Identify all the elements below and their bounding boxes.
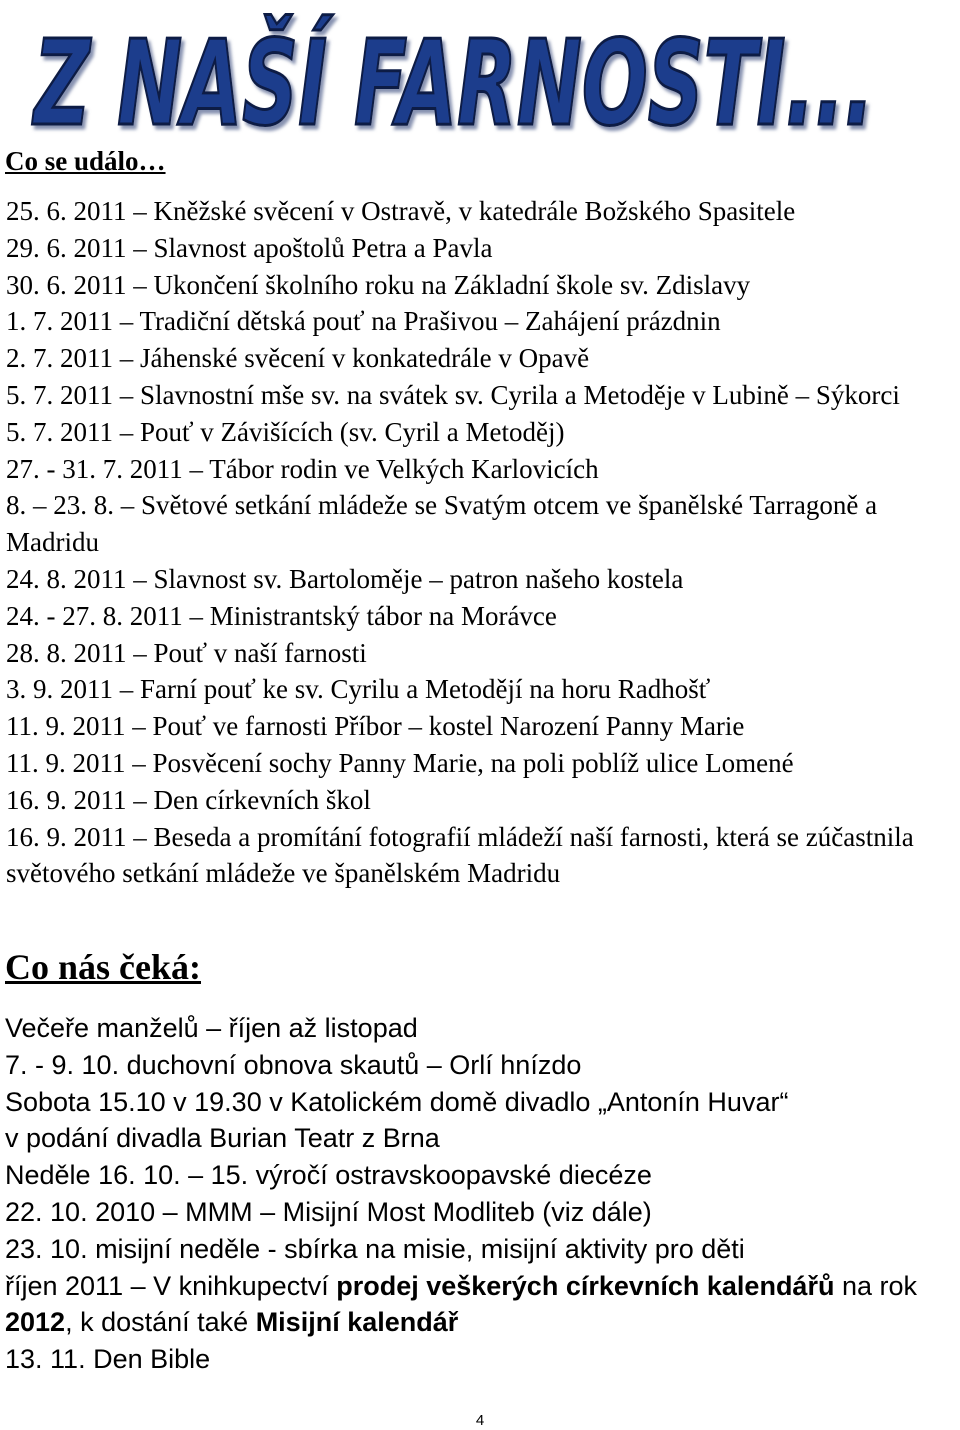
upcoming-events-list	[5, 1010, 955, 1378]
calendar-sale-bold: prodej veškerých církevních kalendářů	[336, 1270, 835, 1301]
calendar-sale-text: , k dostání také	[65, 1307, 256, 1338]
list-item: 1. 7. 2011 – Tradiční dětská pouť na Prašivou – Zahájení prázdnin	[6, 306, 721, 337]
list-item: 8. – 23. 8. – Světové setkání mládeže se Svatým otcem ve španělské Tarragoně a Madridu	[6, 490, 878, 558]
list-item: 11. 9. 2011 – Posvěcení sochy Panny Marie, na poli poblíž ulice Lomené	[6, 747, 794, 778]
list-item: 5. 7. 2011 – Pouť v Závišících (sv. Cyril a Metoděj)	[6, 416, 565, 447]
list-item: 28. 8. 2011 – Pouť v naší farnosti	[6, 637, 367, 668]
calendar-sale-text: na rok	[834, 1270, 917, 1301]
list-item: 29. 6. 2011 – Slavnost apoštolů Petra a Pavla	[6, 232, 493, 263]
list-item: 7. - 9. 10. duchovní obnova skautů – Orlí hnízdo	[5, 1049, 582, 1080]
list-item: 27. - 31. 7. 2011 – Tábor rodin ve Velkých Karlovicích	[6, 453, 599, 484]
calendar-year-bold: 2012	[5, 1307, 66, 1338]
list-item: Neděle 16. 10. – 15. výročí ostravskoopavské diecéze	[5, 1160, 652, 1191]
list-item: 3. 9. 2011 – Farní pouť ke sv. Cyrilu a Metodějí na horu Radhošť	[6, 674, 711, 705]
mission-calendar-bold: Misijní kalendář	[255, 1307, 459, 1338]
calendar-sale-text: říjen 2011 – V knihkupectví	[5, 1270, 337, 1301]
banner-title: Z NAŠÍ FARNOSTI...	[31, 14, 874, 142]
list-item: 22. 10. 2010 – MMM – Misijní Most Modliteb (viz dále)	[5, 1196, 652, 1227]
list-item: 13. 11. Den Bible	[5, 1344, 211, 1375]
upcoming-heading: Co nás čeká:	[5, 947, 201, 987]
banner	[0, 0, 960, 142]
past-events-list	[6, 193, 956, 892]
calendar-sale-item	[5, 1268, 955, 1342]
list-item: 24. - 27. 8. 2011 – Ministrantský tábor na Morávce	[6, 600, 557, 631]
list-item: 25. 6. 2011 – Kněžské svěcení v Ostravě, v katedrále Božského Spasitele	[6, 196, 796, 226]
list-item: 16. 9. 2011 – Den církevních škol	[6, 784, 371, 815]
list-item: 2. 7. 2011 – Jáhenské svěcení v konkatedrále v Opavě	[6, 343, 590, 374]
list-item: 24. 8. 2011 – Slavnost sv. Bartoloměje – patron našeho kostela	[6, 563, 684, 594]
banner-title-graphic	[0, 0, 960, 142]
list-item: 16. 9. 2011 – Beseda a promítání fotografií mládeží naší farnosti, která se zúčastnila světového setkání mládeže ve španělském Madridu	[6, 821, 914, 889]
list-item: v podání divadla Burian Teatr z Brna	[5, 1123, 440, 1154]
list-item: 5. 7. 2011 – Slavnostní mše sv. na svátek sv. Cyrila a Metoděje v Lubině – Sýkorci	[6, 379, 900, 410]
list-item: 11. 9. 2011 – Pouť ve farnosti Příbor – kostel Narození Panny Marie	[6, 711, 745, 742]
list-item: Večeře manželů – říjen až listopad	[5, 1013, 418, 1043]
list-item: 30. 6. 2011 – Ukončení školního roku na Základní škole sv. Zdislavy	[6, 269, 751, 300]
past-events-label: Co se událo…	[5, 146, 166, 176]
list-item: Sobota 15.10 v 19.30 v Katolickém domě divadlo „Antonín Huvar“	[5, 1086, 789, 1117]
list-item: 23. 10. misijní neděle - sbírka na misie, misijní aktivity pro děti	[5, 1233, 745, 1264]
page-number: 4	[475, 1412, 485, 1429]
